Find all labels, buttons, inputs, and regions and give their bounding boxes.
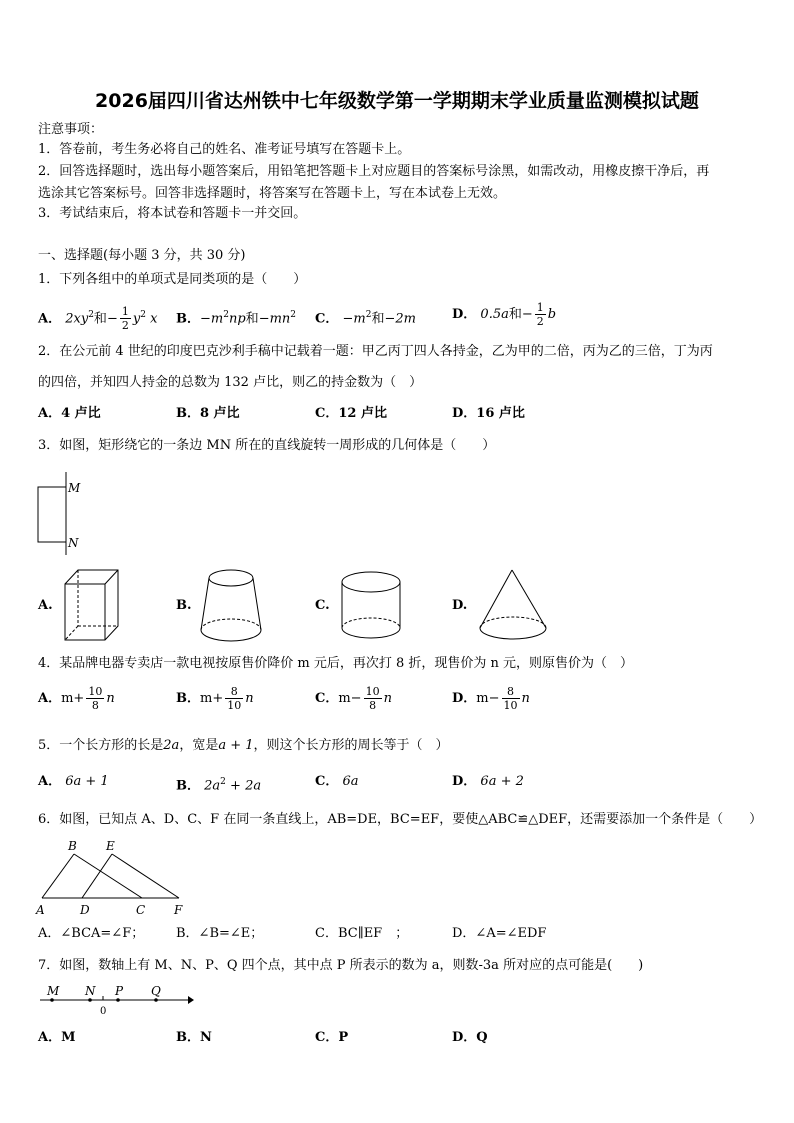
fraction-den: 8 xyxy=(91,699,99,712)
math: + 2a xyxy=(225,778,262,794)
math: y xyxy=(132,311,141,327)
fraction-den: 8 xyxy=(369,699,377,712)
option-label: D． xyxy=(452,307,477,322)
math: 2a xyxy=(204,778,221,794)
math: b xyxy=(547,307,557,322)
question-2-option-c: C．12 卢比 xyxy=(315,406,387,421)
label-m: M xyxy=(68,481,81,495)
question-6-stem: 6．如图，已知点 A、D、C、F 在同一条直线上，AB=DE，BC=EF，要使△ABC≌△DEF，还需要添加一个条件是（ ） xyxy=(38,812,763,827)
question-1-options xyxy=(38,300,158,333)
question-4-option-b xyxy=(176,682,254,716)
math-text: 和 xyxy=(371,311,385,327)
question-4-option-c xyxy=(315,682,392,716)
math: x xyxy=(150,311,158,327)
option-label: B． xyxy=(176,778,200,794)
question-1-option-d xyxy=(452,300,556,330)
fraction-num: 8 xyxy=(225,685,243,699)
number-line-figure xyxy=(38,984,198,1020)
question-4-option-d xyxy=(452,682,530,716)
question-2-stem: 的四倍，并知四人持金的总数为 132 卢比，则乙的持金数为（ ） xyxy=(38,375,423,390)
math: n xyxy=(245,691,254,706)
math-sup: 2 xyxy=(365,310,372,320)
label-f: F xyxy=(174,903,183,917)
question-6-option-a: A．∠BCA=∠F； xyxy=(38,926,145,941)
math-sup: 2 xyxy=(88,310,94,320)
math: 2a xyxy=(163,738,180,753)
triangles-figure xyxy=(34,836,194,920)
math: 6a + 1 xyxy=(65,774,109,789)
math-sup: 2 xyxy=(220,777,226,787)
cylinder-figure xyxy=(338,566,408,646)
math: −mn xyxy=(258,311,291,327)
option-label: B． xyxy=(176,691,200,706)
rectangle-figure xyxy=(30,470,90,560)
label-n: N xyxy=(85,984,96,998)
fraction xyxy=(86,685,104,712)
cone-figure xyxy=(474,566,554,646)
label-zero: 0 xyxy=(100,1006,107,1017)
question-3-option-b: B. xyxy=(176,598,192,613)
question-2-option-d: D．16 卢比 xyxy=(452,406,525,421)
math: −2m xyxy=(384,311,416,327)
label-e: E xyxy=(106,839,115,853)
math-sup: 2 xyxy=(223,310,229,320)
question-2-stem: 2．在公元前 4 世纪的印度巴克沙利手稿中记载着一题：甲乙丙丁四人各持金，乙为甲的二倍，丙为乙的三倍，丁为丙 xyxy=(38,344,713,359)
question-4-option-a xyxy=(38,682,115,716)
math: n xyxy=(383,691,392,706)
math-text: 和 xyxy=(93,311,107,327)
fraction xyxy=(364,685,382,712)
fraction-num: 10 xyxy=(88,685,103,698)
notice-item: 2．回答选择题时，选出每小题答案后，用铅笔把答题卡上对应题目的答案标号涂黑，如需改动，用橡皮擦干净后，再 xyxy=(38,164,710,179)
option-label: A． xyxy=(38,311,62,327)
question-5-option-a xyxy=(38,774,109,790)
math: −m xyxy=(200,311,224,327)
section-heading: 一、选择题(每小题 3 分，共 30 分) xyxy=(38,248,246,263)
fraction-den: 2 xyxy=(536,315,544,328)
question-1-stem: 1．下列各组中的单项式是同类项的是（ ） xyxy=(38,272,307,287)
math-text: − xyxy=(106,311,118,327)
frustum-figure xyxy=(196,566,266,646)
label-m: M xyxy=(47,984,60,998)
option-label: B． xyxy=(176,311,200,327)
question-5-option-b xyxy=(176,774,261,794)
fraction-den: 10 xyxy=(227,699,242,712)
question-1-option-c xyxy=(315,300,416,330)
label-p: P xyxy=(115,984,124,998)
notice-heading: 注意事项： xyxy=(38,122,104,137)
stem-text: ，宽是 xyxy=(179,738,219,753)
math: np xyxy=(228,311,246,327)
fraction xyxy=(225,685,243,712)
question-6-option-c: C．BC∥EF ； xyxy=(315,926,409,941)
math: −m xyxy=(342,311,366,327)
question-2-option-a: A．4 卢比 xyxy=(38,406,101,421)
option-label: D． xyxy=(452,691,477,706)
label-a: A xyxy=(36,903,45,917)
question-5-option-d xyxy=(452,774,524,790)
fraction-den: 10 xyxy=(503,699,518,712)
question-7-option-a: A．M xyxy=(38,1030,76,1045)
question-6-option-b: B．∠B=∠E； xyxy=(176,926,264,941)
label-c: C xyxy=(136,903,146,917)
fraction xyxy=(535,301,546,328)
question-4-stem: 4．某品牌电器专卖店一款电视按原售价降价 m 元后，再次打 8 折，现售价为 n 元，则原售价为（ ） xyxy=(38,656,634,671)
stem-text: ，则这个长方形的周长等于（ ） xyxy=(253,738,449,753)
notice-item: 3．考试结束后，将本试卷和答题卡一并交回。 xyxy=(38,206,307,221)
math-text: 和 xyxy=(508,307,522,322)
math-text: m− xyxy=(476,691,500,706)
question-7-option-b: B．N xyxy=(176,1030,212,1045)
question-3-option-d: D. xyxy=(452,598,468,613)
question-1-option-b xyxy=(176,300,296,330)
math: a + 1 xyxy=(218,738,254,753)
question-5-option-c xyxy=(315,774,359,790)
option-label: A． xyxy=(38,691,62,706)
math: n xyxy=(521,691,530,706)
question-7-option-c: C．P xyxy=(315,1030,349,1045)
question-7-stem: 7．如图，数轴上有 M、N、P、Q 四个点，其中点 P 所表示的数为 a，则数-3a 所对应的点可能是( ) xyxy=(38,958,644,973)
stem-text: 5．一个长方形的长是 xyxy=(38,738,164,753)
option-label: C． xyxy=(315,691,339,706)
math: 2xy xyxy=(65,311,89,327)
option-label: C． xyxy=(315,774,339,789)
label-n: N xyxy=(68,536,79,550)
fraction-num: 1 xyxy=(121,305,129,319)
math-text: m+ xyxy=(61,691,85,706)
math-text: − xyxy=(521,307,533,322)
fraction xyxy=(120,305,131,332)
math: 6a + 2 xyxy=(480,774,524,789)
question-2-option-b: B．8 卢比 xyxy=(176,406,240,421)
fraction-num: 10 xyxy=(365,685,380,698)
math: 0.5a xyxy=(480,307,509,322)
cuboid-figure xyxy=(60,566,120,644)
label-d: D xyxy=(80,903,90,917)
math-sup: 2 xyxy=(290,310,297,320)
label-b: B xyxy=(68,839,77,853)
math-text: m+ xyxy=(200,691,224,706)
option-label: C． xyxy=(315,311,339,327)
question-7-option-d: D．Q xyxy=(452,1030,488,1045)
notice-item: 选涂其它答案标号。回答非选择题时，将答案写在答题卡上，写在本试卷上无效。 xyxy=(38,186,507,201)
question-5-stem xyxy=(38,738,449,754)
math-text: m− xyxy=(338,691,362,706)
notice-item: 1．答卷前，考生务必将自己的姓名、准考证号填写在答题卡上。 xyxy=(38,142,411,157)
page-title: 2026届四川省达州铁中七年级数学第一学期期末学业质量监测模拟试题 xyxy=(95,90,699,112)
label-q: Q xyxy=(151,984,161,998)
question-3-option-c: C. xyxy=(315,598,330,613)
fraction-num: 1 xyxy=(536,301,544,314)
question-3-option-a: A. xyxy=(38,598,53,613)
math-text: 和 xyxy=(245,311,259,327)
option-label: D． xyxy=(452,774,477,789)
fraction-den: 2 xyxy=(121,319,129,333)
option-label: A． xyxy=(38,774,62,789)
math-sup: 2 xyxy=(140,310,146,320)
fraction-num: 8 xyxy=(502,685,520,699)
question-3-stem: 3．如图，矩形绕它的一条边 MN 所在的直线旋转一周形成的几何体是（ ） xyxy=(38,438,496,453)
math: 6a xyxy=(342,774,359,789)
fraction xyxy=(502,685,520,712)
math: n xyxy=(106,691,115,706)
question-6-option-d: D．∠A=∠EDF xyxy=(452,926,547,941)
